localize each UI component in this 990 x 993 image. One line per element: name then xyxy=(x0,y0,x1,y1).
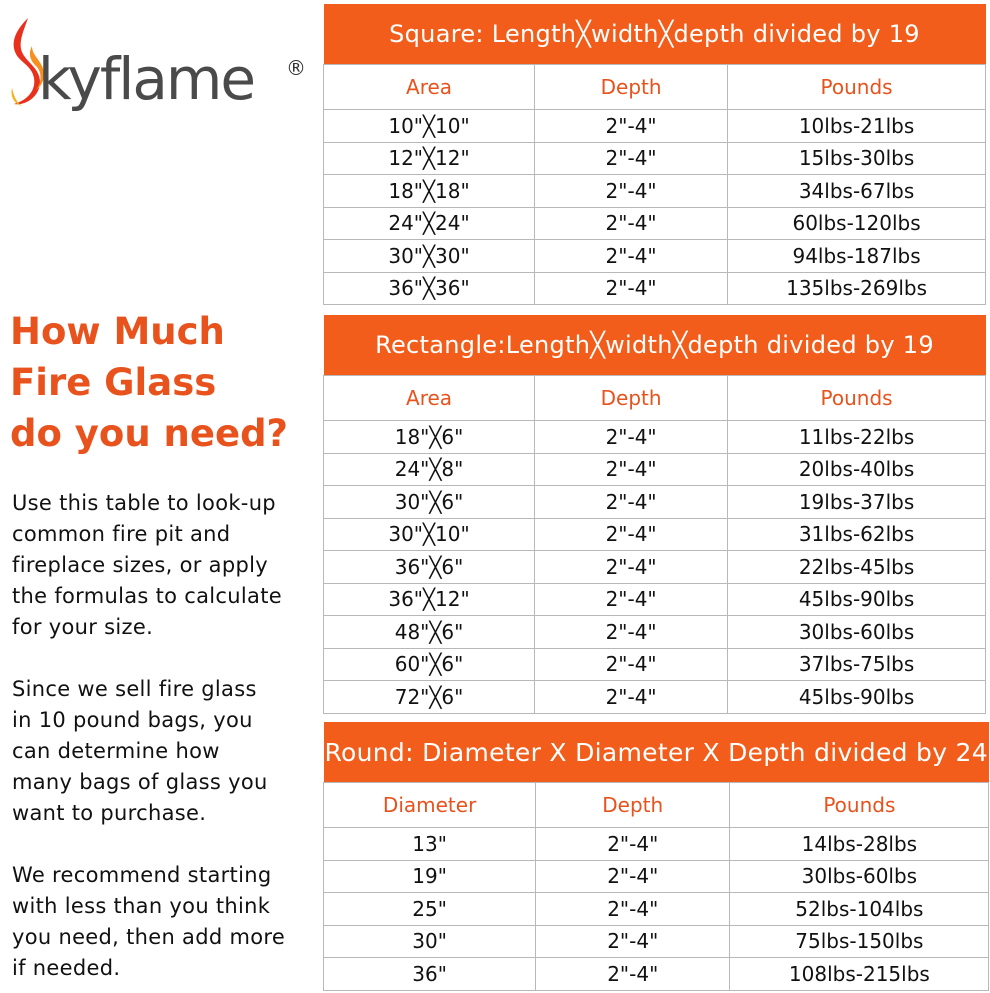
column-header-area: Area xyxy=(324,65,535,110)
table-row xyxy=(324,110,986,143)
pounds-cell: 135lbs-269lbs xyxy=(728,272,986,305)
table-row xyxy=(324,518,986,551)
depth-cell: 2"-4" xyxy=(535,453,728,486)
square-table-title: Square: Length╳width╳depth divided by 19 xyxy=(324,4,986,65)
pounds-cell: 75lbs-150lbs xyxy=(730,925,989,958)
column-header-pounds: Pounds xyxy=(728,376,986,421)
table-row xyxy=(324,207,986,240)
table-row xyxy=(324,648,986,681)
paragraph-line: if needed. xyxy=(12,956,121,980)
square-table xyxy=(323,4,986,305)
round-table xyxy=(323,722,989,991)
headline xyxy=(10,306,310,459)
diameter-cell: 36" xyxy=(324,958,536,991)
pounds-cell: 34lbs-67lbs xyxy=(728,175,986,208)
paragraph-line: We recommend starting xyxy=(12,863,272,887)
pounds-cell: 11lbs-22lbs xyxy=(728,421,986,454)
depth-cell: 2"-4" xyxy=(535,648,728,681)
table-row xyxy=(324,486,986,519)
depth-cell: 2"-4" xyxy=(535,142,728,175)
depth-cell: 2"-4" xyxy=(536,925,730,958)
brand-name: kyflame xyxy=(38,45,255,113)
pounds-cell: 19lbs-37lbs xyxy=(728,486,986,519)
pounds-cell: 45lbs-90lbs xyxy=(728,681,986,714)
depth-cell: 2"-4" xyxy=(535,616,728,649)
area-cell: 30"╳10" xyxy=(324,518,535,551)
depth-cell: 2"-4" xyxy=(535,486,728,519)
table-row xyxy=(324,175,986,208)
area-cell: 18"╳18" xyxy=(324,175,535,208)
diameter-cell: 13" xyxy=(324,828,536,861)
pounds-cell: 30lbs-60lbs xyxy=(728,616,986,649)
area-cell: 18"╳6" xyxy=(324,421,535,454)
column-header-area: Area xyxy=(324,376,535,421)
column-header-pounds: Pounds xyxy=(730,783,989,828)
pounds-cell: 30lbs-60lbs xyxy=(730,860,989,893)
depth-cell: 2"-4" xyxy=(536,860,730,893)
paragraph-line: want to purchase. xyxy=(12,801,207,825)
round-table-title: Round: Diameter X Diameter X Depth divided by 24 xyxy=(324,722,989,783)
pounds-cell: 108lbs-215lbs xyxy=(730,958,989,991)
depth-cell: 2"-4" xyxy=(536,893,730,926)
area-cell: 30"╳30" xyxy=(324,240,535,273)
area-cell: 72"╳6" xyxy=(324,681,535,714)
table-row xyxy=(324,616,986,649)
column-header-diameter: Diameter xyxy=(324,783,536,828)
pounds-cell: 15lbs-30lbs xyxy=(728,142,986,175)
pounds-cell: 22lbs-45lbs xyxy=(728,551,986,584)
column-header-depth: Depth xyxy=(535,376,728,421)
table-row xyxy=(324,142,986,175)
area-cell: 24"╳24" xyxy=(324,207,535,240)
depth-cell: 2"-4" xyxy=(535,240,728,273)
diameter-cell: 25" xyxy=(324,893,536,926)
depth-cell: 2"-4" xyxy=(535,551,728,584)
depth-cell: 2"-4" xyxy=(535,272,728,305)
area-cell: 36"╳36" xyxy=(324,272,535,305)
pounds-cell: 52lbs-104lbs xyxy=(730,893,989,926)
paragraph-line: with less than you think xyxy=(12,894,271,918)
bags-paragraph xyxy=(12,674,312,829)
depth-cell: 2"-4" xyxy=(536,958,730,991)
depth-cell: 2"-4" xyxy=(535,207,728,240)
column-header-depth: Depth xyxy=(536,783,730,828)
pounds-cell: 31lbs-62lbs xyxy=(728,518,986,551)
table-row xyxy=(324,421,986,454)
paragraph-line: common fire pit and xyxy=(12,522,231,546)
area-cell: 30"╳6" xyxy=(324,486,535,519)
area-cell: 10"╳10" xyxy=(324,110,535,143)
table-row xyxy=(324,893,989,926)
headline-line: do you need? xyxy=(10,412,289,455)
paragraph-line: Use this table to look-up xyxy=(12,491,276,515)
table-row xyxy=(324,681,986,714)
paragraph-line: can determine how xyxy=(12,739,220,763)
column-header-depth: Depth xyxy=(535,65,728,110)
table-row xyxy=(324,551,986,584)
headline-line: Fire Glass xyxy=(10,361,217,404)
column-header-pounds: Pounds xyxy=(728,65,986,110)
area-cell: 36"╳12" xyxy=(324,583,535,616)
area-cell: 48"╳6" xyxy=(324,616,535,649)
table-row xyxy=(324,453,986,486)
skyflame-logo xyxy=(4,16,304,116)
table-row xyxy=(324,860,989,893)
depth-cell: 2"-4" xyxy=(535,681,728,714)
area-cell: 24"╳8" xyxy=(324,453,535,486)
paragraph-line: in 10 pound bags, you xyxy=(12,708,253,732)
table-row xyxy=(324,958,989,991)
area-cell: 36"╳6" xyxy=(324,551,535,584)
paragraph-line: Since we sell fire glass xyxy=(12,677,257,701)
pounds-cell: 45lbs-90lbs xyxy=(728,583,986,616)
paragraph-line: many bags of glass you xyxy=(12,770,268,794)
pounds-cell: 14lbs-28lbs xyxy=(730,828,989,861)
depth-cell: 2"-4" xyxy=(536,828,730,861)
pounds-cell: 94lbs-187lbs xyxy=(728,240,986,273)
pounds-cell: 37lbs-75lbs xyxy=(728,648,986,681)
pounds-cell: 20lbs-40lbs xyxy=(728,453,986,486)
depth-cell: 2"-4" xyxy=(535,518,728,551)
registered-mark: ® xyxy=(286,56,306,80)
depth-cell: 2"-4" xyxy=(535,583,728,616)
paragraph-line: you need, then add more xyxy=(12,925,286,949)
table-row xyxy=(324,272,986,305)
rectangle-table-title: Rectangle:Length╳width╳depth divided by 19 xyxy=(324,315,986,376)
pounds-cell: 60lbs-120lbs xyxy=(728,207,986,240)
rectangle-table xyxy=(323,315,986,714)
instructions-paragraph xyxy=(12,488,312,643)
depth-cell: 2"-4" xyxy=(535,110,728,143)
area-cell: 60"╳6" xyxy=(324,648,535,681)
area-cell: 12"╳12" xyxy=(324,142,535,175)
diameter-cell: 19" xyxy=(324,860,536,893)
headline-line: How Much xyxy=(10,310,225,353)
table-row xyxy=(324,925,989,958)
paragraph-line: the formulas to calculate xyxy=(12,584,282,608)
table-row xyxy=(324,828,989,861)
paragraph-line: for your size. xyxy=(12,615,154,639)
diameter-cell: 30" xyxy=(324,925,536,958)
recommendation-paragraph xyxy=(12,860,312,984)
pounds-cell: 10lbs-21lbs xyxy=(728,110,986,143)
depth-cell: 2"-4" xyxy=(535,175,728,208)
depth-cell: 2"-4" xyxy=(535,421,728,454)
paragraph-line: fireplace sizes, or apply xyxy=(12,553,268,577)
table-row xyxy=(324,240,986,273)
table-row xyxy=(324,583,986,616)
